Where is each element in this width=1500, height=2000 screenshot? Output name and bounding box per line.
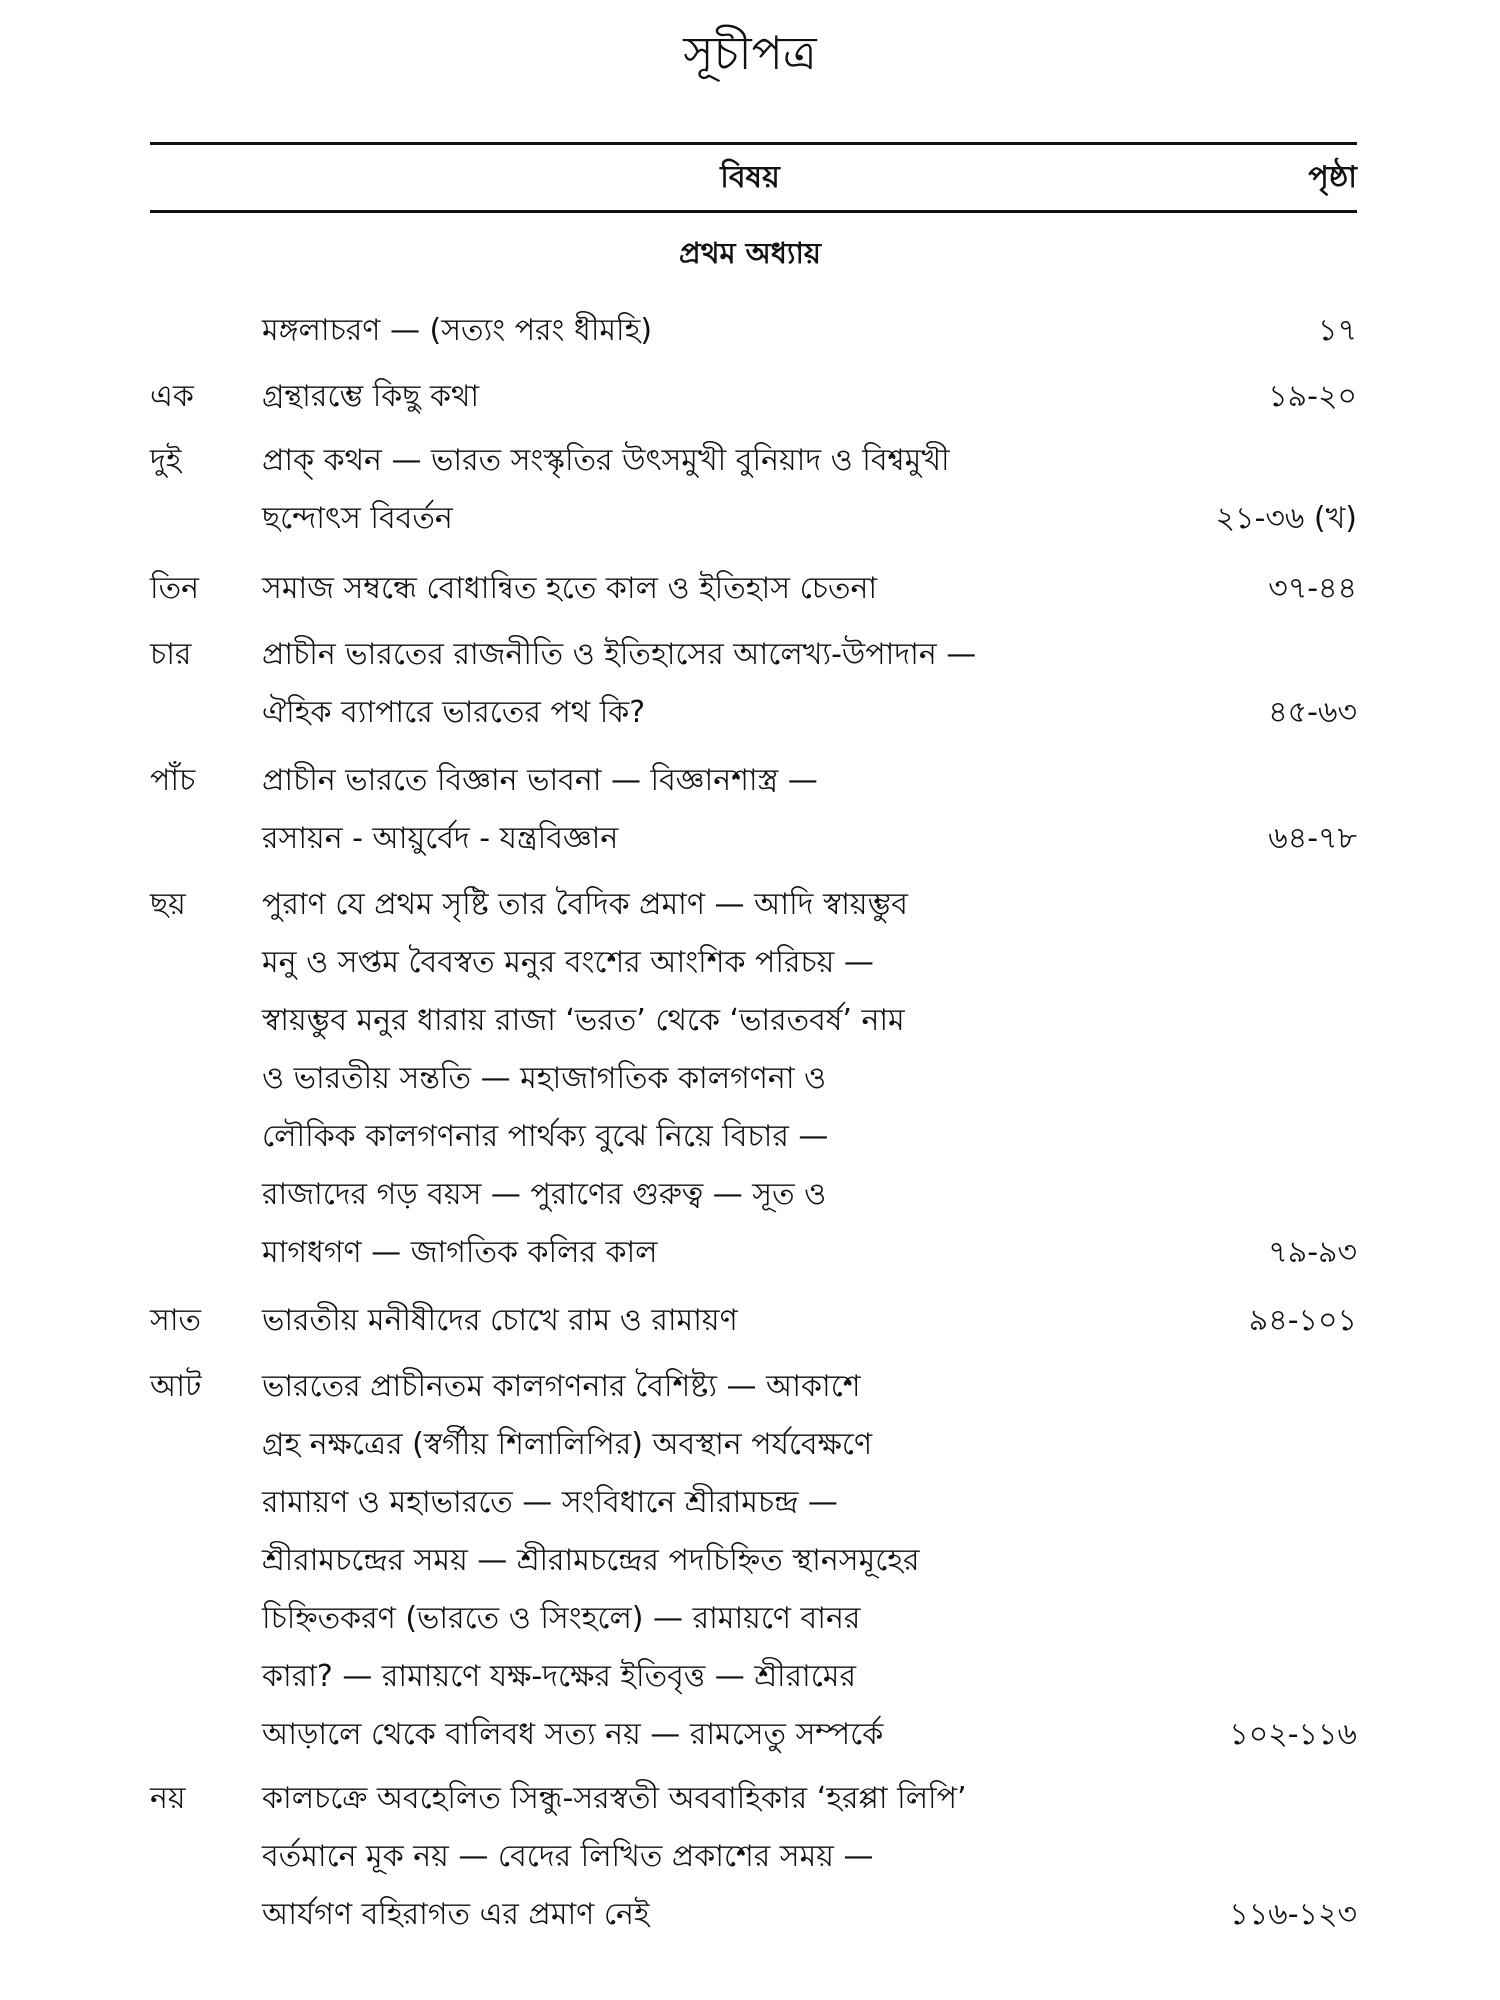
entry-title-line: আর্যগণ বহিরাগত এর প্রমাণ নেই bbox=[262, 1897, 650, 1932]
entry-title-line: কারা? — রামায়ণে যক্ষ-দক্ষের ইতিবৃত্ত — শ্রীরামের bbox=[262, 1659, 856, 1694]
entry-number: ছয় bbox=[150, 887, 186, 922]
entry-title-line: গ্রন্থারম্ভে কিছু কথা bbox=[262, 379, 480, 414]
entry-title-line: গ্রহ নক্ষত্রের (স্বর্গীয় শিলালিপির) অবস্থান পর্যবেক্ষণে bbox=[262, 1427, 873, 1462]
entry-title-line: ভারতীয় মনীষীদের চোখে রাম ও রামায়ণ bbox=[262, 1303, 738, 1338]
entry-title-line: প্রাচীন ভারতে বিজ্ঞান ভাবনা — বিজ্ঞানশাস্ত্র — bbox=[262, 763, 818, 798]
entry-number: তিন bbox=[150, 571, 199, 606]
entry-title bbox=[262, 560, 1262, 618]
entry-title-line: রাজাদের গড় বয়স — পুরাণের গুরুত্ব — সূত ও bbox=[262, 1177, 827, 1212]
entry-title-line: মাগধগণ — জাগতিক কলির কাল bbox=[262, 1235, 658, 1270]
entry-pages: ৪৫-৬৩ bbox=[1268, 695, 1357, 730]
entry-title-line: ও ভারতীয় সন্ততি — মহাজাগতিক কালগণনা ও bbox=[262, 1061, 827, 1096]
entry-pages: ১৭ bbox=[1318, 313, 1357, 348]
page-column-header: পৃষ্ঠা bbox=[1308, 160, 1357, 195]
entry-pages: ১১৬-১২৩ bbox=[1229, 1897, 1357, 1932]
entry-title-line: সমাজ সম্বন্ধে বোধান্বিত হতে কাল ও ইতিহাস চেতনা bbox=[262, 571, 878, 606]
entry-title-line: আড়ালে থেকে বালিবধ সত্য নয় — রামসেতু সম্পর্কে bbox=[262, 1717, 884, 1752]
entry-title bbox=[262, 368, 1262, 426]
entry-title bbox=[262, 1358, 1262, 1764]
entry-title bbox=[262, 1770, 1262, 1944]
entry-title bbox=[262, 626, 1262, 742]
entry-title-line: প্রাক্ কথন — ভারত সংস্কৃতির উৎসমুখী বুনিয়াদ ও বিশ্বমুখী bbox=[262, 443, 950, 478]
entry-title-line: পুরাণ যে প্রথম সৃষ্টি তার বৈদিক প্রমাণ — আদি স্বায়ম্ভুব bbox=[262, 887, 908, 922]
entry-title-line: মঙ্গলাচরণ — (সত্যং পরং ধীমহি) bbox=[262, 313, 653, 348]
entry-pages: ৭৯-৯৩ bbox=[1268, 1235, 1357, 1270]
entry-number: চার bbox=[150, 637, 192, 672]
entry-pages: ৬৪-৭৮ bbox=[1268, 821, 1357, 856]
entry-title-line: ভারতের প্রাচীনতম কালগণনার বৈশিষ্ট্য — আকাশে bbox=[262, 1369, 861, 1404]
entry-title-line: চিহ্নিতকরণ (ভারতে ও সিংহলে) — রামায়ণে বানর bbox=[262, 1601, 861, 1636]
entry-pages: ৩৭-৪৪ bbox=[1268, 571, 1357, 606]
entry-title-line: কালচক্রে অবহেলিত সিন্ধু-সরস্বতী অববাহিকার ‘হরপ্পা লিপি’ bbox=[262, 1781, 967, 1816]
entry-title bbox=[262, 876, 1262, 1282]
entry-title-line: রামায়ণ ও মহাভারতে — সংবিধানে শ্রীরামচন্দ্র — bbox=[262, 1485, 838, 1520]
entry-number: সাত bbox=[150, 1303, 202, 1338]
entry-title bbox=[262, 302, 1262, 360]
entry-number: আট bbox=[150, 1369, 202, 1404]
entry-title-line: প্রাচীন ভারতের রাজনীতি ও ইতিহাসের আলেখ্য-উপাদান — bbox=[262, 637, 977, 672]
entry-title bbox=[262, 1292, 1262, 1350]
subject-column-header: বিষয় bbox=[720, 160, 780, 195]
entry-title-line: বর্তমানে মূক নয় — বেদের লিখিত প্রকাশের সময় — bbox=[262, 1839, 874, 1874]
page-title: সূচীপত্র bbox=[683, 26, 817, 80]
entry-number: পাঁচ bbox=[150, 763, 196, 798]
entry-number: নয় bbox=[150, 1781, 186, 1816]
entry-title bbox=[262, 432, 1262, 548]
entry-title-line: ছন্দোৎস বিবর্তন bbox=[262, 501, 453, 536]
entry-title-line: ঐহিক ব্যাপারে ভারতের পথ কি? bbox=[262, 695, 646, 730]
header-bottom-rule bbox=[150, 210, 1357, 213]
entry-pages: ৯৪-১০১ bbox=[1248, 1303, 1357, 1338]
entry-title-line: স্বায়ম্ভুব মনুর ধারায় রাজা ‘ভরত’ থেকে ‘ভারতবর্ষ’ নাম bbox=[262, 1003, 905, 1038]
entry-number: দুই bbox=[150, 443, 182, 478]
entry-pages: ১০২-১১৬ bbox=[1229, 1717, 1357, 1752]
chapter-heading: প্রথম অধ্যায় bbox=[679, 236, 821, 270]
header-top-rule bbox=[150, 142, 1357, 145]
entry-pages: ১৯-২০ bbox=[1268, 379, 1357, 414]
entry-title-line: লৌকিক কালগণনার পার্থক্য বুঝে নিয়ে বিচার — bbox=[262, 1119, 829, 1154]
entry-number: এক bbox=[150, 379, 194, 414]
entry-title bbox=[262, 752, 1262, 868]
entry-title-line: শ্রীরামচন্দ্রের সময় — শ্রীরামচন্দ্রের পদচিহ্নিত স্থানসমূহের bbox=[262, 1543, 920, 1578]
entry-pages: ২১-৩৬ (খ) bbox=[1215, 501, 1357, 536]
entry-title-line: রসায়ন - আয়ুর্বেদ - যন্ত্রবিজ্ঞান bbox=[262, 821, 619, 856]
entry-title-line: মনু ও সপ্তম বৈবস্বত মনুর বংশের আংশিক পরিচয় — bbox=[262, 945, 874, 980]
